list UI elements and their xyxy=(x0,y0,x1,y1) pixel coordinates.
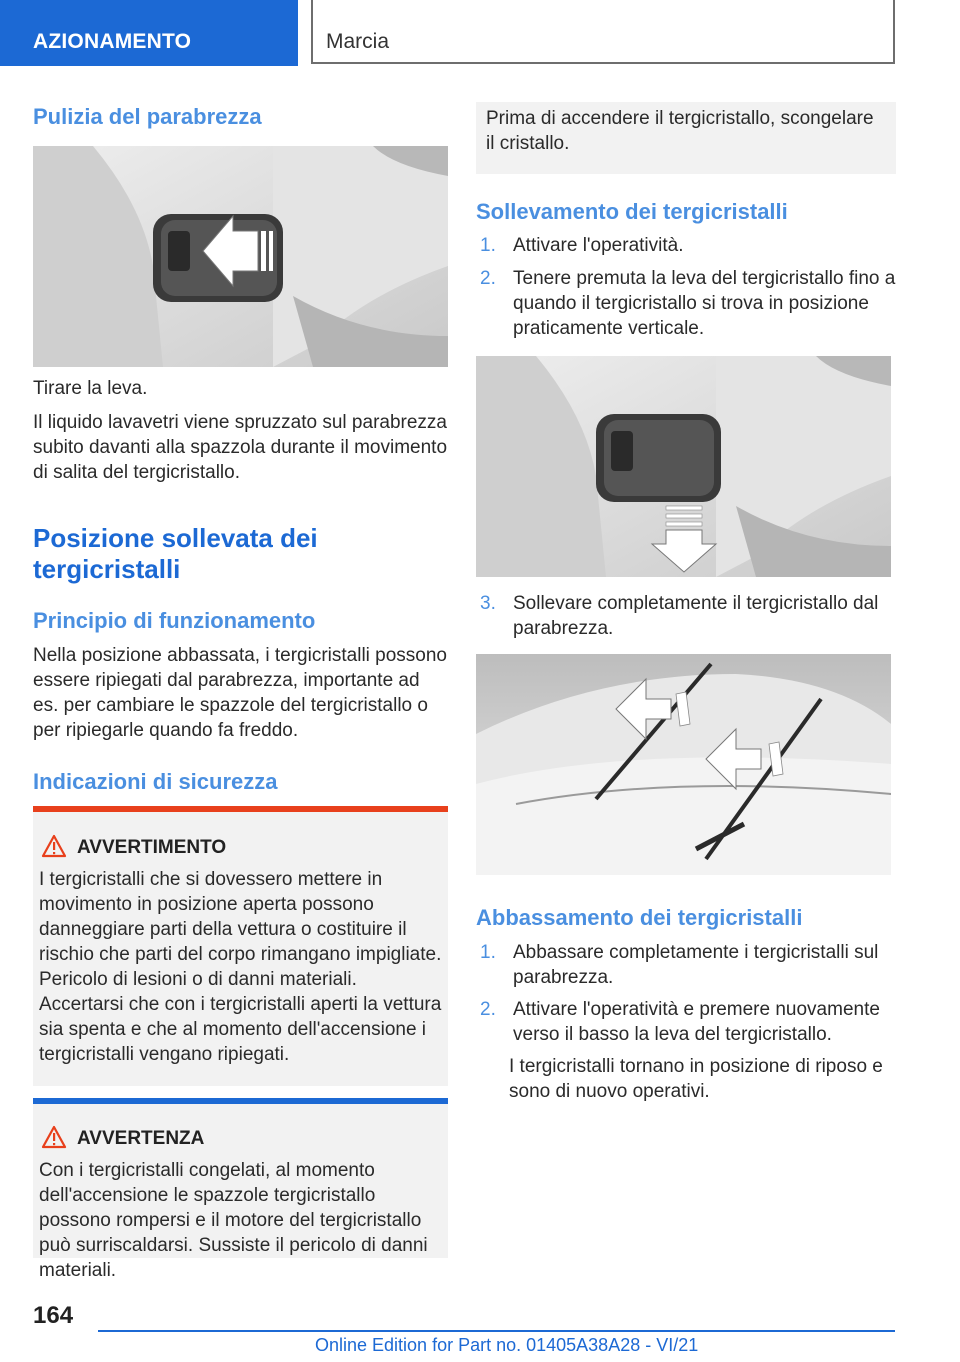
warning-title: AVVERTIMENTO xyxy=(77,837,227,858)
heading-sollevamento: Sollevamento dei tergicristalli xyxy=(476,199,788,224)
footer-edition: Online Edition for Part no. 01405A38A28 - VI/21 xyxy=(315,1335,699,1355)
heading-principio: Principio di funzionamento xyxy=(33,608,316,633)
heading-abbassamento: Abbassamento dei tergicristalli xyxy=(476,905,803,930)
warning-bar-red xyxy=(33,806,448,812)
list-item: 2. Tenere premuta la leva del tergicristallo fino a quando il tergicristallo si trova in posizione praticamente verticale. xyxy=(480,268,896,339)
wiper-lever-push-down-image xyxy=(476,356,891,577)
page-number: 164 xyxy=(33,1302,74,1329)
warning-triangle-icon xyxy=(41,834,67,858)
wiper-lever-pull-image xyxy=(33,146,448,367)
heading-pulizia: Pulizia del parabrezza xyxy=(33,104,262,129)
warning-box-avvertimento xyxy=(33,806,448,1086)
warning-text: Con i tergicristalli congelati, al momento dell'accensione le spazzole tergicristallo possono rompersi e il motore del tergicristallo può surriscaldarsi. Sussiste il pericolo di danni materiali. xyxy=(39,1160,428,1281)
list-item: 2. Attivare l'operatività e premere nuovamente verso il basso la leva del tergicristallo. xyxy=(480,999,880,1045)
warning-box-avvertenza xyxy=(33,1098,448,1281)
note-text: Prima di accendere il tergicristallo, scongelare il cristallo. xyxy=(486,108,874,154)
note-box xyxy=(476,102,896,174)
wipers-raised-image xyxy=(476,654,891,875)
list-item: 1. Attivare l'operatività. xyxy=(480,235,684,256)
footer-divider xyxy=(98,1330,895,1332)
page-header-title: Marcia xyxy=(311,0,895,64)
list-item: 1. Abbassare completamente i tergicristalli sul parabrezza. xyxy=(480,942,879,988)
warning-title: AVVERTENZA xyxy=(77,1128,205,1149)
list-item: 3. Sollevare completamente il tergicristallo dal parabrezza. xyxy=(480,593,879,639)
text-abbassamento-result: I tergicristalli tornano in posizione di riposo e sono di nuovo operativi. xyxy=(509,1056,883,1102)
text-principio: Nella posizione abbassata, i tergicristalli possono essere ripiegati dal parabrezza, importante ad es. per cambiare le spazzole del tergicristallo o per ripiegarle quando fa freddo. xyxy=(33,645,448,741)
text-tirare: Tirare la leva. xyxy=(33,378,148,399)
text-liquido: Il liquido lavavetri viene spruzzato sul parabrezza subito davanti alla spazzola durante il movimento di salita del tergicristallo. xyxy=(33,412,448,483)
warning-text: I tergicristalli che si dovessero mettere in movimento in posizione aperta possono danneggiare parti della vettura o costituire il rischio che parti del corpo rimangano impigliate. Pericolo di lesioni o di danni materiali. Accertarsi che con i tergicristalli aperti la vettura sia spenta e che al momento dell'accensione i tergicristalli vengano ripiegati. xyxy=(39,869,442,1065)
warning-triangle-icon xyxy=(41,1125,67,1149)
section-tab: AZIONAMENTO xyxy=(0,0,298,66)
warning-bar-blue xyxy=(33,1098,448,1104)
heading-sicurezza: Indicazioni di sicurezza xyxy=(33,769,278,794)
heading-posizione: Posizione sollevata dei tergicristalli xyxy=(33,523,318,584)
